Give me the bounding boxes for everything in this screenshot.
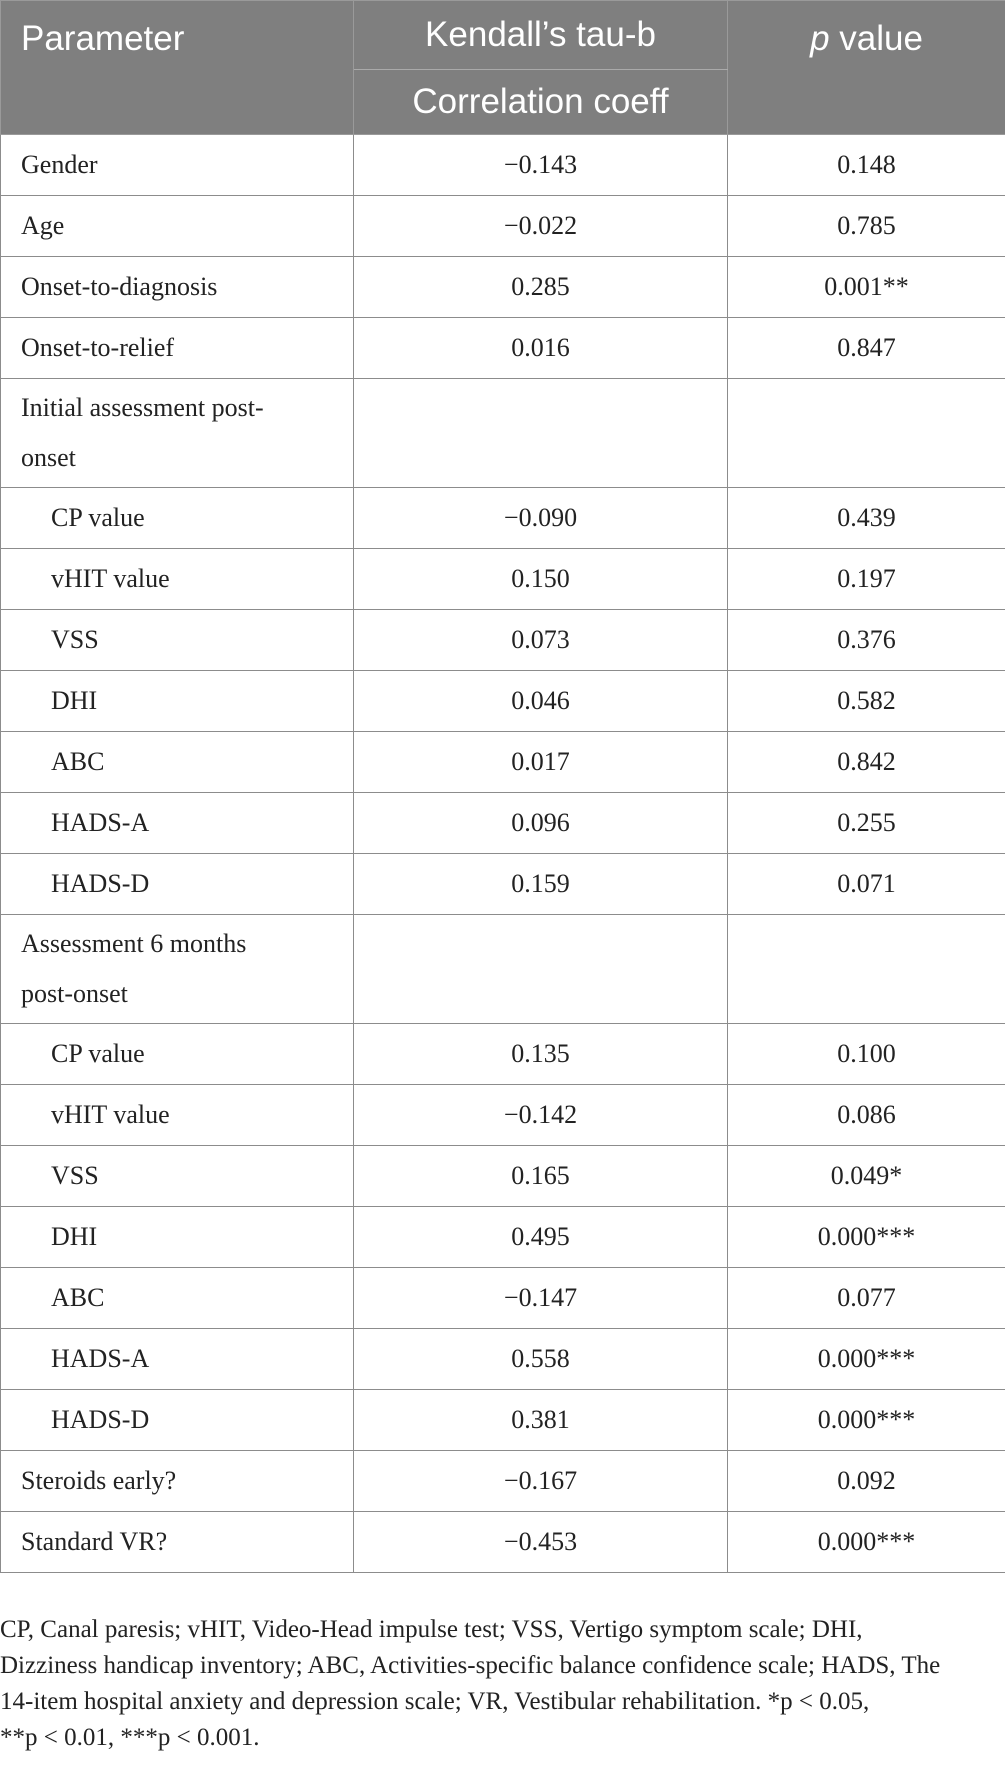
table-row [1, 549, 1005, 610]
footnote-line: Dizziness handicap inventory; ABC, Activities-specific balance confidence scale; HADS, The [0, 1652, 941, 1679]
row-p-value: 0.000*** [728, 1390, 1005, 1451]
table-row [1, 671, 1005, 732]
row-label: HADS-A [1, 793, 354, 854]
row-label: vHIT value [1, 549, 354, 610]
row-label: Gender [1, 135, 354, 196]
row-label: ABC [1, 732, 354, 793]
row-label: HADS-D [1, 1390, 354, 1451]
table-row [1, 732, 1005, 793]
row-p-value: 0.077 [728, 1268, 1005, 1329]
table-row [1, 1146, 1005, 1207]
row-coeff: 0.159 [354, 854, 728, 915]
table-row [1, 1390, 1005, 1451]
row-coeff: −0.143 [354, 135, 728, 196]
row-coeff: 0.096 [354, 793, 728, 854]
table-row [1, 1085, 1005, 1146]
section-empty-cell [728, 915, 1005, 1024]
row-p-value: 0.001** [728, 257, 1005, 318]
table-row [1, 1024, 1005, 1085]
section-label [1, 379, 354, 488]
row-label: HADS-D [1, 854, 354, 915]
table-footnote [0, 1612, 1000, 1756]
row-coeff: 0.165 [354, 1146, 728, 1207]
section-empty-cell [728, 379, 1005, 488]
row-label: DHI [1, 671, 354, 732]
row-p-value: 0.197 [728, 549, 1005, 610]
row-p-value: 0.000*** [728, 1512, 1005, 1573]
footnote-line: **p < 0.01, ***p < 0.001. [0, 1724, 260, 1751]
section-empty-cell [354, 915, 728, 1024]
row-coeff: −0.167 [354, 1451, 728, 1512]
row-label: Onset-to-relief [1, 318, 354, 379]
row-label: VSS [1, 610, 354, 671]
header-p-value [728, 1, 1005, 135]
table-row [1, 1207, 1005, 1268]
table-body [1, 135, 1005, 1573]
row-p-value: 0.092 [728, 1451, 1005, 1512]
section-label-line2: post-onset [21, 979, 128, 1008]
table-row [1, 1268, 1005, 1329]
row-coeff: −0.022 [354, 196, 728, 257]
row-p-value: 0.148 [728, 135, 1005, 196]
section-row-initial [1, 379, 1005, 488]
row-p-value: 0.071 [728, 854, 1005, 915]
table-row [1, 854, 1005, 915]
row-p-value: 0.100 [728, 1024, 1005, 1085]
section-label-line2: onset [21, 443, 76, 472]
row-coeff: 0.135 [354, 1024, 728, 1085]
row-label: Standard VR? [1, 1512, 354, 1573]
section-label [1, 915, 354, 1024]
row-label: CP value [1, 1024, 354, 1085]
row-coeff: −0.090 [354, 488, 728, 549]
row-coeff: 0.381 [354, 1390, 728, 1451]
row-coeff: 0.046 [354, 671, 728, 732]
table-row [1, 257, 1005, 318]
row-p-value: 0.086 [728, 1085, 1005, 1146]
table-row [1, 318, 1005, 379]
row-p-value: 0.000*** [728, 1329, 1005, 1390]
row-p-value: 0.049* [728, 1146, 1005, 1207]
row-coeff: 0.017 [354, 732, 728, 793]
table-row [1, 793, 1005, 854]
table-row [1, 1451, 1005, 1512]
row-coeff: −0.142 [354, 1085, 728, 1146]
row-coeff: −0.453 [354, 1512, 728, 1573]
table-row [1, 488, 1005, 549]
table-row [1, 196, 1005, 257]
row-coeff: 0.073 [354, 610, 728, 671]
row-coeff: 0.150 [354, 549, 728, 610]
row-coeff: −0.147 [354, 1268, 728, 1329]
header-p-suffix: value [829, 19, 923, 58]
row-coeff: 0.558 [354, 1329, 728, 1390]
table-header [1, 1, 1005, 135]
row-p-value: 0.847 [728, 318, 1005, 379]
footnote-line: CP, Canal paresis; vHIT, Video-Head impulse test; VSS, Vertigo symptom scale; DHI, [0, 1616, 863, 1643]
section-empty-cell [354, 379, 728, 488]
row-label: ABC [1, 1268, 354, 1329]
row-label: Steroids early? [1, 1451, 354, 1512]
header-p-letter: p [810, 19, 830, 58]
row-p-value: 0.000*** [728, 1207, 1005, 1268]
table-row [1, 1329, 1005, 1390]
row-p-value: 0.439 [728, 488, 1005, 549]
table-row [1, 610, 1005, 671]
footnote-line: 14-item hospital anxiety and depression scale; VR, Vestibular rehabilitation. *p < 0.05, [0, 1688, 870, 1715]
header-correlation-coeff: Correlation coeff [354, 70, 728, 135]
row-label: Age [1, 196, 354, 257]
section-label-line1: Assessment 6 months [21, 929, 247, 958]
table-row [1, 135, 1005, 196]
row-label: HADS-A [1, 1329, 354, 1390]
table-row [1, 1512, 1005, 1573]
row-p-value: 0.376 [728, 610, 1005, 671]
row-label: vHIT value [1, 1085, 354, 1146]
row-coeff: 0.495 [354, 1207, 728, 1268]
row-label: VSS [1, 1146, 354, 1207]
header-parameter: Parameter [1, 1, 354, 135]
row-label: DHI [1, 1207, 354, 1268]
row-coeff: 0.016 [354, 318, 728, 379]
row-label: CP value [1, 488, 354, 549]
section-row-six-months [1, 915, 1005, 1024]
row-p-value: 0.785 [728, 196, 1005, 257]
row-p-value: 0.842 [728, 732, 1005, 793]
section-label-line1: Initial assessment post- [21, 393, 264, 422]
row-p-value: 0.582 [728, 671, 1005, 732]
row-p-value: 0.255 [728, 793, 1005, 854]
row-label: Onset-to-diagnosis [1, 257, 354, 318]
row-coeff: 0.285 [354, 257, 728, 318]
header-kendall: Kendall’s tau-b [354, 1, 728, 70]
